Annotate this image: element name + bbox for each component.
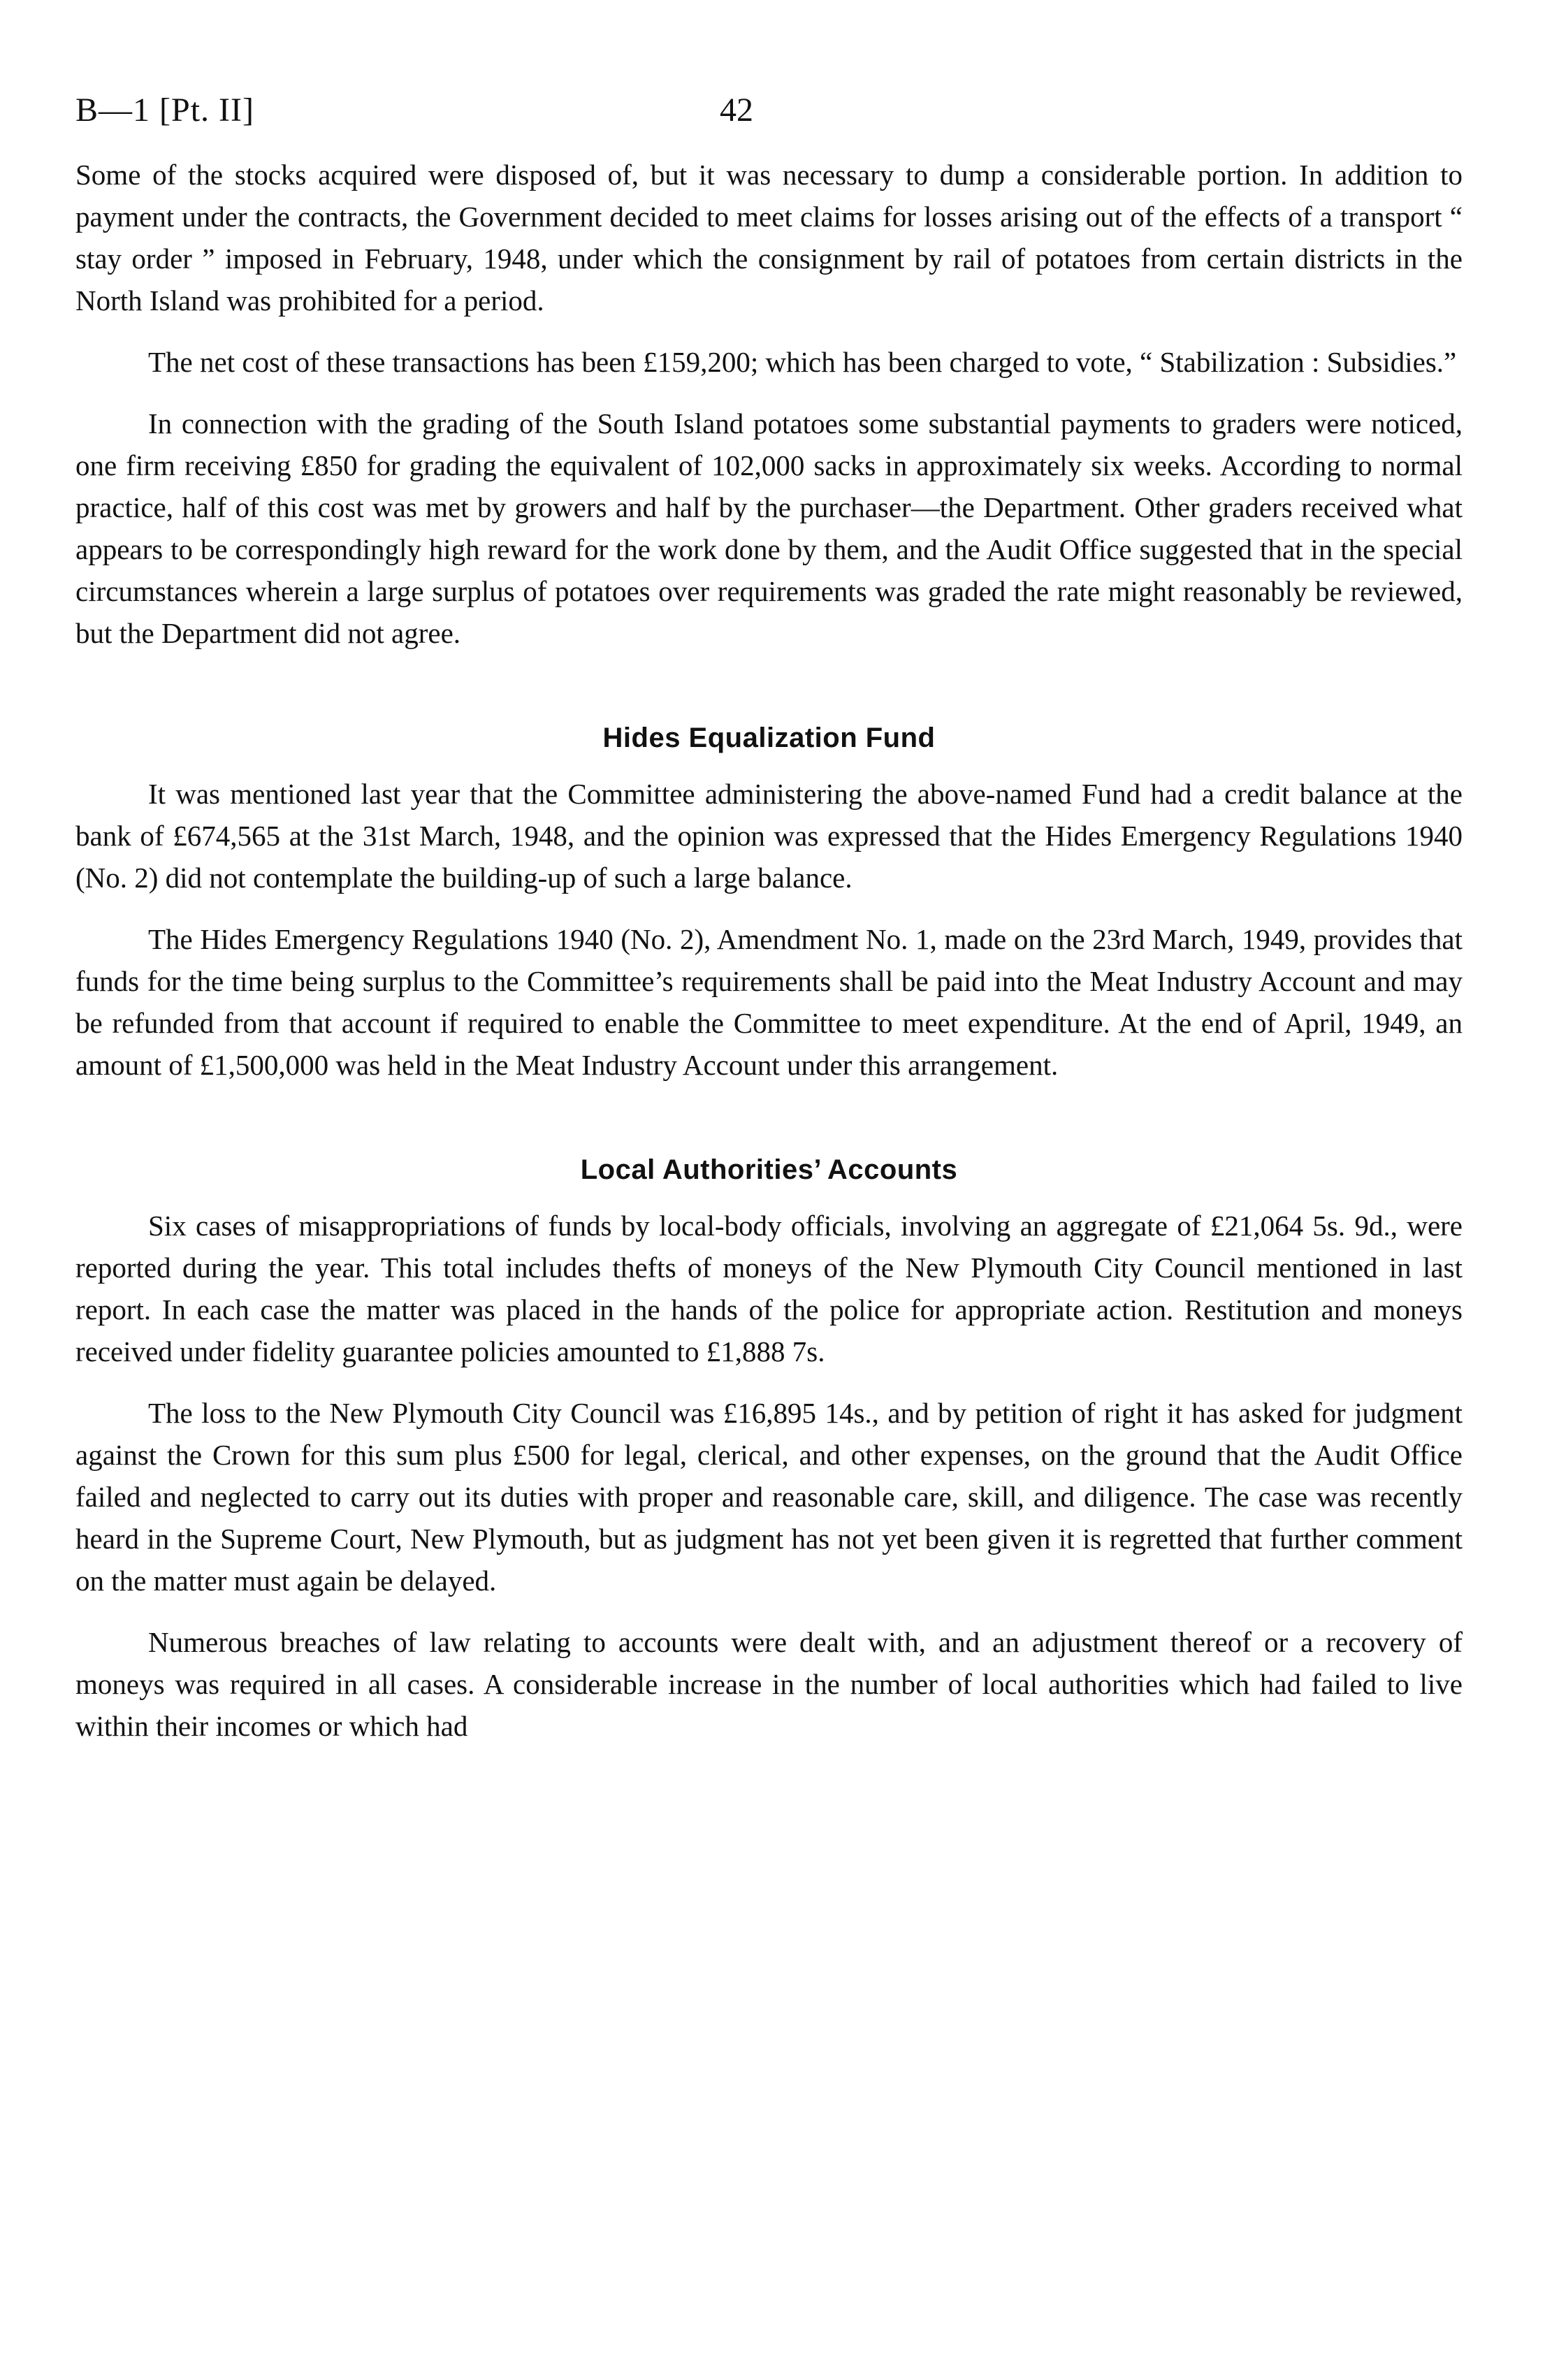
- paragraph-net-cost: The net cost of these transactions has been £159,200; which has been charged to vote, “ Stabilization : Subsidies.”: [148, 346, 1457, 378]
- paragraph-misappropriations: Six cases of misappropriations of funds by local-body officials, involving an aggregate of £21,064 5s. 9d., were reported during the year. This total includes thefts of moneys of the New Plymouth City Council mentioned in last report. In each case the matter was placed in the hands of the police for appropriate action. Restitution and moneys received under fidelity guarantee policies amounted to £1,888 7s.: [75, 1210, 1463, 1367]
- paragraph-new-plymouth-loss: The loss to the New Plymouth City Council was £16,895 14s., and by petition of right it has asked for judgment against the Crown for this sum plus £500 for legal, clerical, and other expenses, on the ground that the Audit Office failed and neglected to carry out its duties with proper and reasonable care, skill, and diligence. The case was recently heard in the Supreme Court, New Plymouth, but as judgment has not yet been given it is regretted that further comment on the matter must again be delayed.: [75, 1397, 1463, 1597]
- page-number: 42: [720, 92, 753, 129]
- paragraph-grading: In connection with the grading of the South Island potatoes some substantial payments to graders were noticed, one firm receiving £850 for grading the equivalent of 102,000 sacks in approximately six weeks. According to normal practice, half of this cost was met by growers and half by the purchaser—the Department. Other graders received what appears to be correspondingly high reward for the work done by them, and the Audit Office suggested that in the special circumstances wherein a large surplus of potatoes over requirements was graded the rate might reasonably be reviewed, but the Department did not agree.: [75, 407, 1463, 649]
- paragraph-potato-stocks: Some of the stocks acquired were disposed of, but it was necessary to dump a considerable portion. In addition to payment under the contracts, the Government decided to meet claims for losses arising out of the effects of a transport “ stay order ” imposed in February, 1948, under which the consignment by rail of potatoes from certain districts in the North Island was prohibited for a period.: [75, 159, 1463, 317]
- paragraph-hides-balance: It was mentioned last year that the Committee administering the above-named Fund had a credit balance at the bank of £674,565 at the 31st March, 1948, and the opinion was expressed that the Hides Emergency Regulations 1940 (No. 2) did not contemplate the building-up of such a large balance.: [75, 778, 1463, 894]
- section-heading-local-authorities-accounts: Local Authorities’ Accounts: [580, 1154, 958, 1185]
- paragraph-breaches-of-law: Numerous breaches of law relating to accounts were dealt with, and an adjustment thereof or a recovery of moneys was required in all cases. A considerable increase in the number of local authorities which had failed to live within their incomes or which had: [75, 1626, 1463, 1742]
- report-reference: B—1 [Pt. II]: [75, 92, 254, 129]
- paragraph-hides-regulations: The Hides Emergency Regulations 1940 (No. 2), Amendment No. 1, made on the 23rd March, 1949, provides that funds for the time being surplus to the Committee’s requirements shall be paid into the Meat Industry Account and may be refunded from that account if required to enable the Committee to meet expenditure. At the end of April, 1949, an amount of £1,500,000 was held in the Meat Industry Account under this arrangement.: [75, 923, 1463, 1081]
- page-header: [75, 91, 1463, 154]
- section-heading-hides-equalization-fund: Hides Equalization Fund: [602, 723, 936, 753]
- document-page: [75, 91, 1463, 1747]
